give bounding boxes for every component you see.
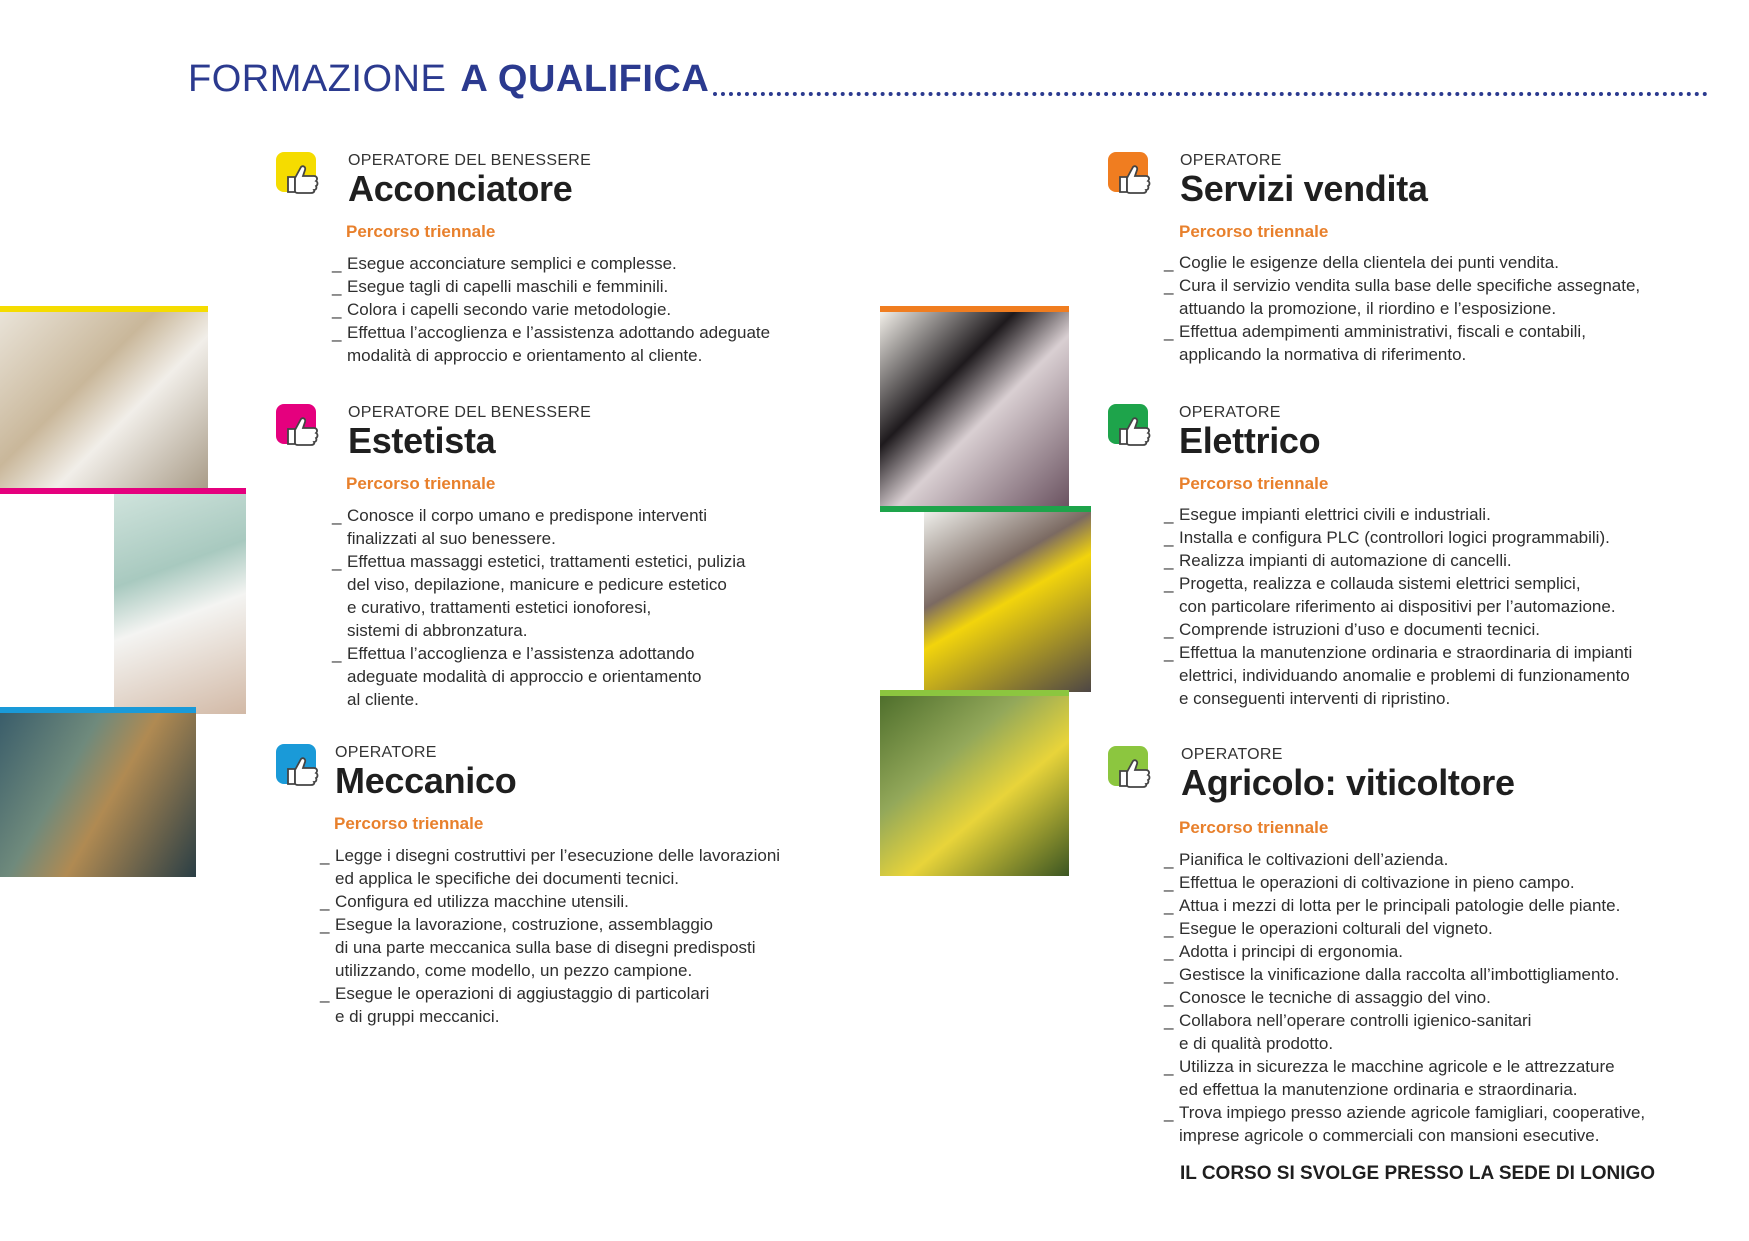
- list-item: _ Realizza impianti di automazione di cancelli.: [1164, 551, 1512, 570]
- section-category: OPERATORE: [1181, 746, 1283, 763]
- list-item: _ Effettua la manutenzione ordinaria e straordinaria di impianti elettrici, individuando anomalie e problemi di funzionamento e conseguenti interventi di ripristino.: [1164, 643, 1633, 708]
- section-category: OPERATORE DEL BENESSERE: [348, 404, 592, 421]
- section-duration: Percorso triennale: [346, 474, 496, 493]
- list-item: _ Legge i disegni costruttivi per l’esecuzione delle lavorazioni ed applica le specifiche dei documenti tecnici.: [320, 846, 781, 888]
- photo-viticulture: [880, 690, 1069, 876]
- list-item: _ Trova impiego presso aziende agricole famigliari, cooperative, imprese agricole o commerciali con mansioni esecutive.: [1164, 1103, 1646, 1145]
- bullet-list: [320, 844, 840, 1028]
- list-item: _ Colora i capelli secondo varie metodologie.: [332, 300, 672, 319]
- list-item: _ Comprende istruzioni d’uso e documenti tecnici.: [1164, 620, 1540, 639]
- list-item: _ Pianifica le coltivazioni dell’azienda.: [1164, 850, 1449, 869]
- section-estetista: [276, 404, 836, 714]
- dotted-rule: [713, 92, 1708, 96]
- list-item: _ Attua i mezzi di lotta per le principali patologie delle piante.: [1164, 896, 1621, 915]
- bullet-list: [1164, 848, 1704, 1147]
- section-acconciatore: [276, 152, 836, 382]
- section-title: Estetista: [348, 420, 496, 461]
- section-meccanico: [276, 744, 846, 1044]
- thumbs-up-icon: [1108, 404, 1156, 452]
- page-title: [188, 58, 709, 101]
- list-item: _ Esegue impianti elettrici civili e industriali.: [1164, 505, 1491, 524]
- page-header: [188, 58, 1708, 108]
- list-item: _ Effettua le operazioni di coltivazione in pieno campo.: [1164, 873, 1575, 892]
- section-agricolo: [1108, 746, 1708, 1156]
- section-elettrico: [1108, 404, 1708, 714]
- section-category: OPERATORE: [1180, 152, 1282, 169]
- section-duration: Percorso triennale: [1179, 222, 1329, 241]
- course-location-note: IL CORSO SI SVOLGE PRESSO LA SEDE DI LONIGO: [1180, 1163, 1656, 1184]
- list-item: _ Gestisce la vinificazione dalla raccolta all’imbottigliamento.: [1164, 965, 1620, 984]
- thumbs-up-icon: [1108, 746, 1156, 794]
- photo-electrician: [880, 506, 1091, 692]
- list-item: _ Effettua l’accoglienza e l’assistenza adottando adeguate modalità di approccio e orientamento al cliente.: [332, 644, 702, 709]
- photo-beautician: [0, 488, 246, 714]
- list-item: _ Coglie le esigenze della clientela dei punti vendita.: [1164, 253, 1559, 272]
- bullet-list: [332, 504, 832, 711]
- list-item: _ Collabora nell’operare controlli igienico-sanitari e di qualità prodotto.: [1164, 1011, 1532, 1053]
- list-item: _ Conosce le tecniche di assaggio del vino.: [1164, 988, 1491, 1007]
- section-category: OPERATORE: [1179, 404, 1281, 421]
- bullet-list: [332, 252, 832, 367]
- list-item: _ Progetta, realizza e collauda sistemi elettrici semplici, con particolare riferimento ai dispositivi per l’automazione.: [1164, 574, 1616, 616]
- photo-sales: [880, 306, 1069, 508]
- title-bold: A QUALIFICA: [460, 58, 710, 100]
- section-duration: Percorso triennale: [1179, 474, 1329, 493]
- list-item: _ Esegue le operazioni di aggiustaggio di particolari e di gruppi meccanici.: [320, 984, 710, 1026]
- list-item: _ Esegue le operazioni colturali del vigneto.: [1164, 919, 1493, 938]
- section-title: Meccanico: [335, 760, 517, 801]
- list-item: _ Effettua l’accoglienza e l’assistenza adottando adeguate modalità di approccio e orientamento al cliente.: [332, 323, 771, 365]
- list-item: _ Utilizza in sicurezza le macchine agricole e le attrezzature ed effettua la manutenzione ordinaria e straordinaria.: [1164, 1057, 1615, 1099]
- list-item: _ Adotta i principi di ergonomia.: [1164, 942, 1403, 961]
- section-title: Servizi vendita: [1180, 168, 1428, 209]
- section-title: Elettrico: [1179, 420, 1321, 461]
- bullet-list: [1164, 503, 1704, 710]
- section-servizi-vendita: [1108, 152, 1688, 372]
- list-item: _ Configura ed utilizza macchine utensili.: [320, 892, 629, 911]
- list-item: _ Cura il servizio vendita sulla base delle specifiche assegnate, attuando la promozione, il riordino e l’esposizione.: [1164, 276, 1641, 318]
- section-title: Acconciatore: [348, 168, 573, 209]
- list-item: _ Esegue tagli di capelli maschili e femminili.: [332, 277, 669, 296]
- list-item: _ Conosce il corpo umano e predispone interventi finalizzati al suo benessere.: [332, 506, 708, 548]
- title-light: FORMAZIONE: [188, 58, 447, 100]
- list-item: _ Installa e configura PLC (controllori logici programmabili).: [1164, 528, 1610, 547]
- bullet-list: [1164, 251, 1684, 366]
- thumbs-up-icon: [276, 744, 324, 792]
- thumbs-up-icon: [276, 152, 324, 200]
- list-item: _ Effettua massaggi estetici, trattamenti estetici, pulizia del viso, depilazione, manicure e pedicure estetico e curativo, trattamenti estetici ionoforesi, sistemi di abbronzatura.: [332, 552, 746, 640]
- thumbs-up-icon: [1108, 152, 1156, 200]
- list-item: _ Esegue acconciature semplici e complesse.: [332, 254, 677, 273]
- section-duration: Percorso triennale: [346, 222, 496, 241]
- section-duration: Percorso triennale: [334, 814, 484, 833]
- section-category: OPERATORE DEL BENESSERE: [348, 152, 592, 169]
- thumbs-up-icon: [276, 404, 324, 452]
- section-title: Agricolo: viticoltore: [1181, 762, 1515, 803]
- list-item: _ Effettua adempimenti amministrativi, fiscali e contabili, applicando la normativa di riferimento.: [1164, 322, 1586, 364]
- section-category: OPERATORE: [335, 744, 437, 761]
- list-item: _ Esegue la lavorazione, costruzione, assemblaggio di una parte meccanica sulla base di disegni predisposti utilizzando, come modello, un pezzo campione.: [320, 915, 756, 980]
- section-duration: Percorso triennale: [1179, 818, 1329, 837]
- photo-hairdresser: [0, 306, 208, 490]
- photo-mechanic: [0, 707, 196, 877]
